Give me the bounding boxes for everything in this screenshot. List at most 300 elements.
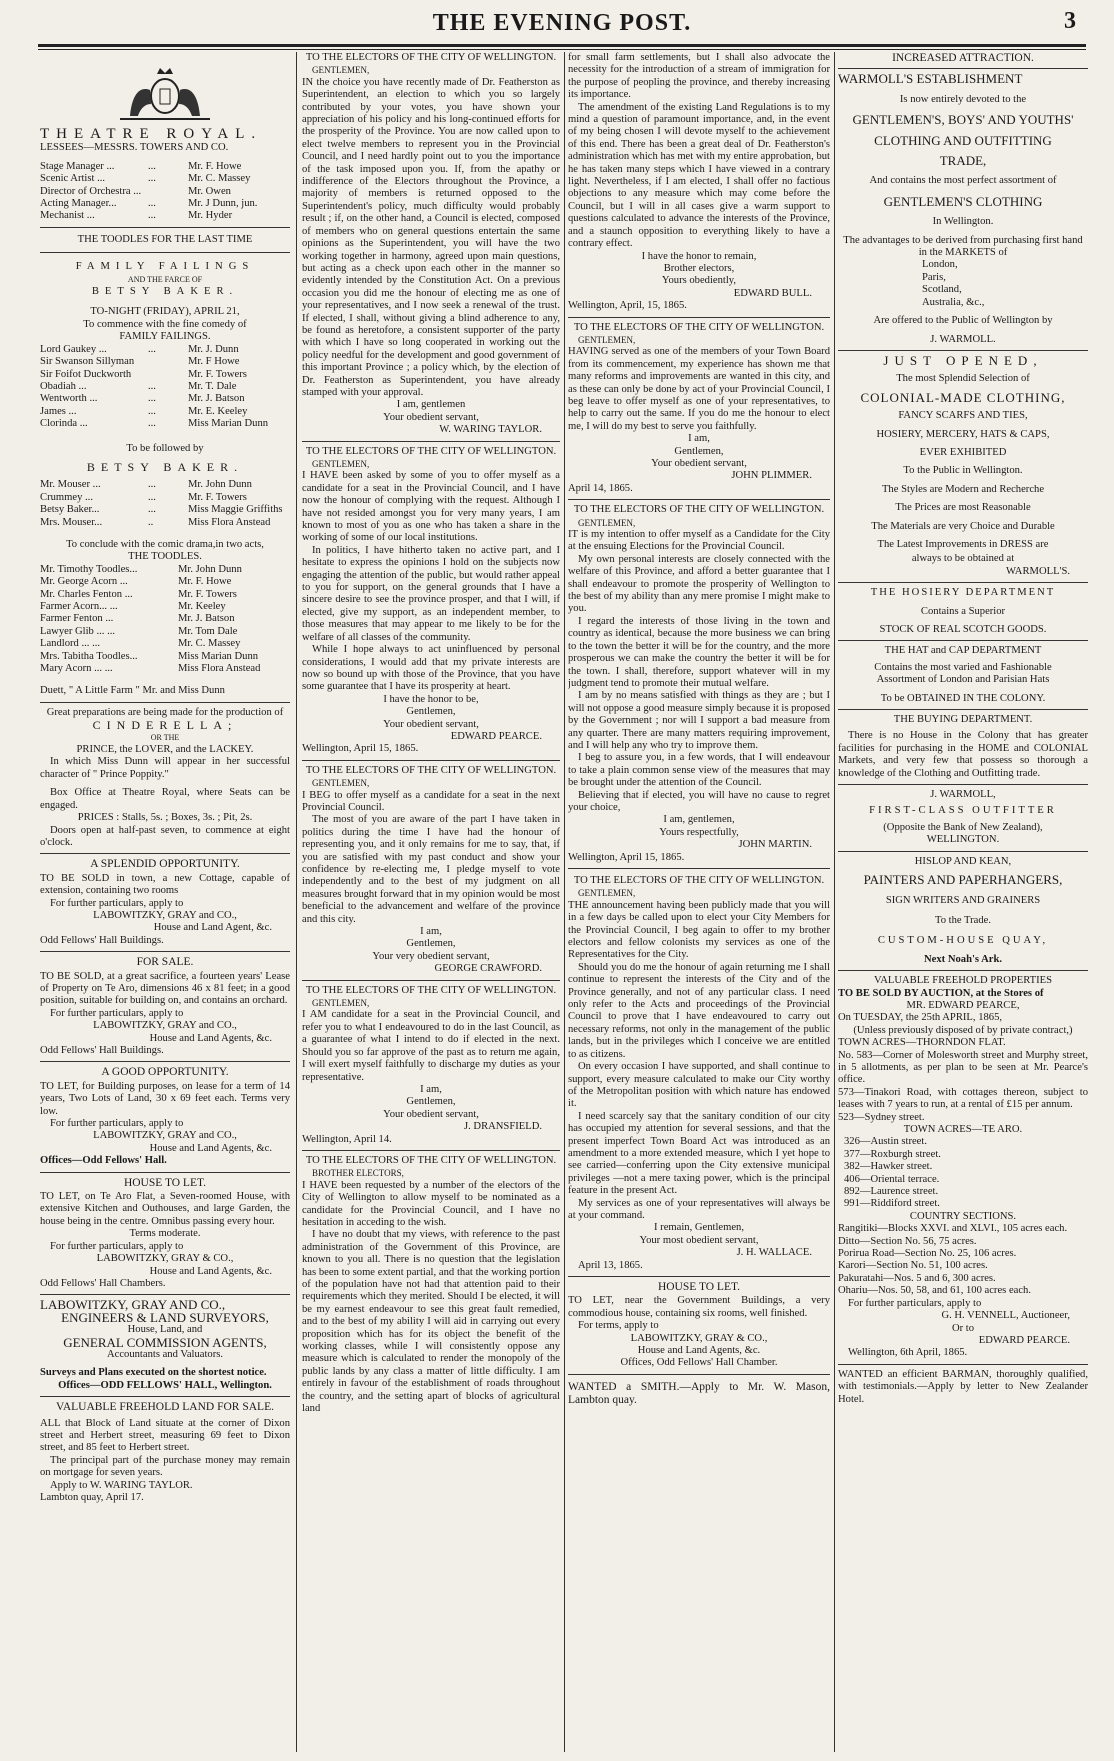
letter-signature: JOHN MARTIN. (738, 839, 812, 851)
warmoll-ad (838, 52, 1088, 346)
letter-body-3: While I hope always to act uninfluenced by personal considerations, I would add that my private interests are now so bound up with those of the Province, that you have some guarantee that I have its prosperity at heart. (302, 644, 560, 693)
letter-signature: JOHN PLIMMER. (731, 470, 812, 482)
betsy-baker-spaced: BETSY BAKER. (86, 459, 244, 474)
cast-name: Miss Maggie Griffiths (188, 504, 283, 516)
letter-martin (568, 504, 830, 864)
cast-role: Mary Acorn ... ... (40, 663, 113, 675)
doors-open: Doors open at half-past seven, to commence at eight o'clock. (40, 824, 290, 848)
letter-close: Your obedient servant, (383, 411, 479, 423)
masthead (40, 4, 1084, 40)
ad-agent-role: House and Land Agents, &c. (637, 1345, 761, 1357)
lot-item: 406—Oriental terrace. (844, 1173, 940, 1185)
cast-name: Mr. John Dunn (178, 563, 242, 575)
letter-close: Yours respectfully, (659, 826, 739, 838)
letter-close: I have the honor to remain, (641, 250, 757, 262)
cast-role: Sir Foifot Duckworth (40, 368, 132, 380)
lot-item: Pakuratahi—Nos. 5 and 6, 300 acres. (838, 1272, 996, 1284)
letter-close: I remain, Gentlemen, (653, 1222, 744, 1234)
staff-name: Mr. J Dunn, jun. (188, 198, 258, 210)
conclude-line: To conclude with the comic drama,in two acts, (66, 538, 264, 550)
leader-dots: ... (148, 491, 156, 503)
ad-date: Lambton quay, April 17. (40, 1492, 144, 1503)
ad-line: WELLINGTON. (926, 834, 1000, 846)
ad-line: HOSIERY, MERCERY, HATS & CAPS, (876, 428, 1050, 440)
ad-line: always to be obtained at (911, 553, 1015, 565)
letter-body-2: I have no doubt that my views, with reference to the past administration of the Government of this Province, are known to you all. There is no question that the legislation has been to some extent partial, and that the working portion of the population have not had that attention paid to their requirements which they merited. Should I be elected, it will be my earnest endeavour to see this great fault remedied, and to the best of my ability I will aid in carrying out every proposition which has for its object the benefit of the working classes, while I will consistently oppose any measure which is calculated to render the monopoly of the public lands by any class a matter of little difficulty. I am entirely in favour of the establishment of roads throughout the country, and the setting apart of blocks of agricultural land (302, 1229, 560, 1415)
cast-role: Landlord ... ... (40, 638, 101, 650)
betsy-baker-title: BETSY BAKER. (91, 286, 239, 298)
letter-crawford (302, 765, 560, 976)
hat-department-ad (838, 645, 1088, 705)
letter-salutation: GENTLEMEN, (312, 998, 370, 1009)
letter-salutation: GENTLEMEN, (578, 517, 636, 528)
letter-body-4: I am by no means satisfied with things as they are ; but I will not oppose a good measure simply because it is proposed by the Government ; nor will I support a bad measure from any quarter. There are many matters requiring improvement, and I will help any who try to improve them. (568, 690, 830, 751)
ad-agent: LABOWITZKY, GRAY & CO., (96, 1253, 234, 1265)
cast-name: Mr. J. Batson (188, 393, 245, 405)
letter-close: Gentlemen, (406, 1096, 456, 1108)
prince-lover-lackey: PRINCE, the LOVER, and the LACKEY. (76, 744, 254, 756)
staff-name: Mr. Hyder (188, 210, 233, 222)
ad-title: FIRST-CLASS OUTFITTER (869, 805, 1057, 817)
wanted-smith-ad (568, 1381, 830, 1407)
tonight-date: TO-NIGHT (FRIDAY), APRIL 21, (90, 306, 240, 318)
ad-line: COLONIAL-MADE CLOTHING, (860, 389, 1066, 405)
cast-role: James ... (40, 405, 77, 417)
staff-name: Mr. Owen (188, 185, 231, 197)
letter-body-2: In politics, I have hitherto taken no active part, and I hesitate to express the opinions I hold on the subjects now engaging the attention of the public, but would rather appeal to you for support, on the general grounds that I have a sincere desire to see the province prosper, and that I will, if elected, give my support, as an independent member, to those measures that may appear to me likely to be for the welfare of all classes of the community. (302, 544, 560, 643)
letter-signature: GEORGE CRAWFORD. (434, 963, 542, 975)
freehold-land-ad (40, 1401, 290, 1504)
letter-date: April 14, 1865. (568, 482, 633, 494)
letter-body-4: I need scarcely say that the sanitary condition of our city has occupied my attention for several sessions, and that the present imperfect Town Board Act was introduced as an amendment to a more extended measure, which I yet hope to see carried—conferring upon the City extensive municipal privileges —not a mere taxing power, which is the principal feature in the present Act. (568, 1110, 830, 1197)
cast-role: Mrs. Tabitha Toodles... (40, 650, 138, 662)
toodles-caps: THE TOODLES. (128, 551, 202, 563)
ad-line: Assortment of London and Parisian Hats (876, 674, 1050, 686)
ad-line: The most Splendid Selection of (896, 373, 1030, 385)
cast-name: Mr. Keeley (178, 601, 226, 612)
cast-name: Miss Marian Dunn (188, 418, 269, 430)
ad-line: GENTLEMEN'S CLOTHING (883, 193, 1043, 209)
cast-role: Farmer Fenton ... (40, 613, 114, 625)
ad-heading: LABOWITZKY, GRAY AND CO., (40, 1297, 226, 1313)
ad-heading: VALUABLE FREEHOLD LAND FOR SALE. (56, 1401, 274, 1414)
market-item: Paris, (922, 271, 946, 283)
letter-close: I am, gentlemen (396, 399, 466, 411)
ad-line: On TUESDAY, the 25th APRIL, 1865, (838, 1012, 1003, 1024)
cast-name: Mr. John Dunn (188, 479, 252, 491)
letter-body: HAVING served as one of the members of your Town Board from its commencement, my experience has shown me that many reforms and improvements are wanted in this city, and as these can only be done by act of your Provincial Council, I beg leave to offer myself as one of your representatives, to help to carry out the same. If you do me the honour to elect me, I will do my best to serve you faithfully. (568, 346, 830, 432)
ad-line: In Wellington. (932, 216, 994, 228)
cast-name: Mr. E. Keeley (188, 405, 248, 417)
ad-line: CUSTOM-HOUSE QUAY, (877, 935, 1049, 947)
letter-heading: TO THE ELECTORS OF THE CITY OF WELLINGTON. (305, 984, 557, 996)
cast-name: Mr. F. Towers (188, 491, 247, 503)
cast-role: Farmer Acorn... ... (40, 601, 118, 612)
letter-signature: EDWARD PEARCE. (450, 730, 542, 742)
ad-line: The Prices are most Reasonable (895, 502, 1031, 514)
ad-line: STOCK OF REAL SCOTCH GOODS. (879, 624, 1047, 635)
cast-name: Miss Marian Dunn (178, 650, 259, 662)
ad-line: ENGINEERS & LAND SURVEYORS, (61, 1309, 269, 1325)
letter-close: I am, (420, 926, 442, 938)
lot-item: 523—Sydney street. (838, 1111, 925, 1123)
leader-dots: ... (148, 160, 156, 172)
ad-line: (Unless previously disposed of by private contract,) (853, 1024, 1073, 1036)
ad-line: Next Noah's Ark. (924, 953, 1002, 965)
ad-line: TRADE, (939, 153, 987, 169)
wanted-barman-ad (838, 1369, 1088, 1406)
ad-line: To the Public in Wellington. (903, 465, 1023, 477)
staff-name: Mr. F. Howe (188, 160, 242, 172)
ad-heading: FOR SALE. (136, 956, 194, 969)
letter-signature: EDWARD BULL. (733, 287, 812, 299)
cast-name: Mr. F. Towers (178, 588, 237, 600)
town-acres-thorndon: TOWN ACRES—THORNDON FLAT. (838, 1037, 1006, 1049)
lot-item: No. 583—Corner of Molesworth street and Murphy street, in 5 allotments, as per plan to be seen at Mr. Pearce's office. (838, 1049, 1088, 1086)
warmoll-establishment: WARMOLL'S ESTABLISHMENT (838, 71, 1023, 87)
ad-body-2: The principal part of the purchase money may remain on mortgage for seven years. (40, 1454, 290, 1479)
staff-role: Mechanist ... (40, 210, 95, 222)
country-sections: COUNTRY SECTIONS. (909, 1210, 1017, 1222)
lot-item: 991—Riddiford street. (844, 1198, 940, 1210)
staff-list (40, 161, 290, 223)
ad-line: J. WARMOLL. (930, 333, 996, 345)
letter-close: Gentlemen, (674, 445, 724, 457)
letter-body-2: The amendment of the existing Land Regulations is to my mind a question of paramount importance, and, in the event of my being chosen I will devote myself to the achievement of this end. There has been a great deal of Dr. Featherston's administration which has met with my entire approbation, but he has taken many steps which I have viewed in a contrary light. Nevertheless, if I am elected, I shall offer no factious objections to any measure which may come before the Council, but I will in all cases give a warm support to questions calculated to advance the interests of the Province, and a staunch opposition to everything likely to have a contrary effect. (568, 101, 830, 250)
ad-body: TO LET, on Te Aro Flat, a Seven-roomed House, with extensive Kitchen and Outhouses, and large Garden, the house being in the centre. Omnibus passing every hour. (40, 1191, 290, 1227)
house-to-let-ad-2 (568, 1281, 830, 1370)
duett-line: Duett, " A Little Farm " Mr. and Miss Dunn (40, 685, 225, 697)
or-the: OR THE (150, 732, 180, 742)
great-preparations: Great preparations are being made for the production of (46, 706, 284, 718)
ad-line: GENERAL COMMISSION AGENTS, (63, 1334, 267, 1350)
leader-dots: ... (148, 210, 156, 222)
letter-body: IN the choice you have recently made of Dr. Featherston as Superintendent, an election to which you so largely contributed by your votes, you have shown your appreciation of his policy and his long-continued efforts for the prosperity of the Province. You are now called upon to elect twelve members to represent you in the Provincial Council, and I need hardly point out to you the importance of the task imposed upon you. If, from the apathy or indifference of the Electors throughout the Province, a majority of members is returned opposed to the Superintendent's policy, much difficulty would probably result ; if, on the other hand, a Council is elected, composed of members who on general questions entertain the same opinions as the Superintendent, you will have the two working together in harmony, agreed upon main questions, but acting as a check upon each other in the manner so evidently intended by the Constitution Act. On a previous occasion you did me the honour of electing me as one of your representatives, and I now seek a renewal of the trust. If elected, I shall, without giving a blind adherence to any, be found as heretofore, a consistent supporter of the party with which I have so long cooperated in working out the policy needful for the development and good government of this important Province ; a policy which, by the election of Dr. Featherston as Superintendent, you have already stamped with your approval. (302, 76, 560, 398)
letter-close: Your obedient servant, (651, 458, 747, 469)
ad-heading: VALUABLE FREEHOLD PROPERTIES (873, 975, 1053, 987)
ad-body: There is no House in the Colony that has greater facilities for purchasing in the HOME and COLONIAL Markets, and very few that possess so thorough a knowledge of the Clothing and Outfitting trade. (838, 730, 1088, 779)
ad-line: House, Land, and (127, 1324, 203, 1336)
letter-salutation: GENTLEMEN, (312, 778, 370, 789)
letter-salutation: GENTLEMEN, (578, 334, 636, 345)
letter-body: THE announcement having been publicly made that you will in a few days be called upon to elect your City Members for the Provincial Council, I beg again to offer to my brother electors and fellow colonists my services as one of the Representatives for the City. (568, 899, 830, 961)
letter-close: Yours obediently, (661, 275, 737, 287)
ad-address: Odd Fellows' Hall Buildings. (40, 934, 164, 946)
cast-name: Mr. F Howe (188, 356, 240, 368)
letter-date: Wellington, April 15, 1865. (568, 851, 685, 863)
for-sale-ad (40, 956, 290, 1057)
cast-name: Mr. Tom Dale (178, 625, 238, 637)
ad-terms: Terms moderate. (129, 1228, 201, 1240)
ad-agent: LABOWITZKY, GRAY & CO., (630, 1332, 768, 1344)
letter-close: Your very obedient servant, (372, 950, 490, 962)
ad-line: And contains the most perfect assortment of (869, 175, 1057, 187)
staff-role: Acting Manager... (40, 198, 117, 210)
leader-dots: .. (148, 516, 154, 528)
town-acres-te-aro: TOWN ACRES—TE ARO. (903, 1124, 1023, 1135)
leader-dots: ... (148, 380, 156, 392)
masthead-rule-thin (38, 49, 1086, 50)
ad-line: The advantages to be derived from purchasing first hand in the MARKETS of (843, 234, 1083, 259)
newspaper-title: THE EVENING POST. (432, 10, 692, 36)
letter-signature: J. H. WALLACE. (736, 1247, 812, 1259)
ad-line: MR. EDWARD PEARCE, (906, 999, 1020, 1011)
letter-heading: TO THE ELECTORS OF THE CITY OF WELLINGTON. (305, 445, 557, 457)
cast-name: Mr. F. Towers (188, 368, 247, 380)
ad-line: The Latest Improvements in DRESS are (877, 538, 1049, 550)
letter-body: I BEG to offer myself as a candidate for a seat in the next Provincial Council. (302, 789, 560, 813)
leader-dots: ... (148, 418, 156, 430)
ad-line: The Styles are Modern and Recherche (881, 483, 1045, 495)
lot-item: Ditto—Section No. 56, 75 acres. (838, 1235, 977, 1247)
letter-pearce (302, 446, 560, 756)
letter-close: Gentlemen, (406, 706, 456, 718)
ad-further: For further particulars, apply to (848, 1297, 982, 1309)
prices: PRICES : Stalls, 5s. ; Boxes, 3s. ; Pit, 2s. (77, 812, 253, 824)
te-aro-list (838, 1136, 1088, 1210)
letter-salutation: GENTLEMEN, (578, 888, 636, 899)
masthead-rule (38, 44, 1086, 47)
good-opportunity-ad (40, 1066, 290, 1167)
letter-body-5: I beg to assure you, in a few words, that I will endeavour to take a plain common sense view of the measures that may be brought under the attention of the Council. (568, 752, 830, 789)
ad-apply: Apply to W. WARING TAYLOR. (50, 1479, 193, 1491)
ad-line: FANCY SCARFS AND TIES, (898, 410, 1028, 422)
letter-close: I am, (420, 1083, 442, 1095)
ad-line: TO BE SOLD BY AUCTION, at the Stores of (838, 987, 1044, 999)
letter-salutation: BROTHER ELECTORS, (312, 1168, 404, 1179)
ad-agent: LABOWITZKY, GRAY and CO., (93, 909, 237, 921)
letter-heading: TO THE ELECTORS OF THE CITY OF WELLINGTON. (305, 764, 557, 776)
letter-body-2: The most of you are aware of the part I have taken in politics during the time I have had the honour of representing you, and it only remains for me to say, that, if you are satisfied with my past conduct and show your confidence by re-electing me, I pledge myself to vote independently and to the best of my judgment on all measures brought forward that in my opinion would be most beneficial to the advancement and welfare of the province and this city. (302, 814, 560, 925)
ad-line: SIGN WRITERS AND GRAINERS (885, 894, 1041, 906)
ad-body: TO BE SOLD, at a great sacrifice, a fourteen years' Lease of Property on Te Aro, dimensions 46 x 81 feet; in a good position, suitable for building on, and contains an orchard. (40, 970, 290, 1007)
leader-dots: ... (148, 405, 156, 417)
lot-item: 326—Austin street. (844, 1136, 927, 1148)
cast-role: Mr. Timothy Toodles... (40, 563, 138, 575)
letter-body-6: Believing that if elected, you will have no cause to regret your choice, (568, 789, 830, 813)
lot-item: 892—Laurence street. (844, 1186, 939, 1198)
cast-role: Mr. George Acorn ... (40, 576, 128, 588)
family-failings-caps: FAMILY FAILINGS. (119, 331, 211, 343)
letter-body: IT is my intention to offer myself as a Candidate for the City at the ensuing Elections for the Provincial Council. (568, 529, 830, 553)
staff-name: Mr. C. Massey (188, 173, 251, 185)
ad-line: EVER EXHIBITED (919, 446, 1007, 458)
letter-date: Wellington, April 14. (302, 1133, 392, 1145)
letter-dransfield (302, 985, 560, 1146)
letter-body-3: On every occasion I have supported, and shall continue to support, every measure calculated to make our City worthy of the Metropolitan position with which nature has endowed it. (568, 1061, 830, 1110)
lot-item: Porirua Road—Section No. 25, 106 acres. (838, 1248, 1017, 1260)
cast-role: Mr. Mouser ... (40, 479, 101, 491)
ad-line: To be OBTAINED IN THE COLONY. (880, 692, 1046, 704)
leader-dots: ... (148, 173, 156, 185)
ad-agent: LABOWITZKY, GRAY and CO., (93, 1020, 237, 1032)
and-the-farce: AND THE FARCE OF (127, 274, 203, 284)
ad-body: TO LET, near the Government Buildings, a very commodious house, containing six rooms, well finished. (568, 1295, 830, 1319)
ad-address: Offices—Odd Fellows' Hall. (40, 1155, 167, 1167)
ad-heading: JUST OPENED, (883, 352, 1043, 368)
hosiery-department-ad (838, 587, 1088, 636)
leader-dots: ... (148, 343, 156, 355)
ad-heading: THE HOSIERY DEPARTMENT (870, 587, 1056, 599)
lot-item: 382—Hawker street. (844, 1161, 933, 1173)
royal-crest-icon (110, 64, 220, 122)
markets-list (838, 259, 1088, 309)
ad-line: GENTLEMEN'S, BOYS' AND YOUTHS' (852, 112, 1074, 128)
cinderella-title: CINDERELLA; (92, 718, 238, 733)
letter-body: I AM candidate for a seat in the Provincial Council, and refer you to what I endeavoured to do in the last Council, as a guarantee of what I intend to do if elected in the next. Should you so far approve of the past as to return me again, I will exert myself faithfully to discharge my duties as your representative. (302, 1009, 560, 1083)
leader-dots: ... (148, 504, 156, 516)
letter-close: Gentlemen, (406, 938, 456, 950)
ad-body: TO LET, for Building purposes, on lease for a term of 14 years, Two Lots of Land, 30 x 69 feet each. Terms very low. (40, 1080, 290, 1117)
letter-date: Wellington, April, 15, 1865. (568, 300, 687, 312)
ad-address: Offices, Odd Fellows' Hall Chamber. (620, 1357, 778, 1369)
market-item: London, (922, 259, 958, 271)
toodles-cast (40, 564, 290, 676)
cast-name: Miss Flora Anstead (188, 516, 271, 528)
toodles-last-time: THE TOODLES FOR THE LAST TIME (77, 233, 253, 245)
ad-line: To the Trade. (934, 914, 992, 926)
letter-body-5: My services as one of your representatives will always be at your command. (568, 1197, 830, 1221)
ad-line: Or to (951, 1322, 975, 1334)
leader-dots: ... (148, 479, 156, 491)
ad-further: For further particulars, apply to (50, 1240, 184, 1252)
lot-item: Karori—Section No. 51, 100 acres. (838, 1260, 988, 1272)
cast-role: Crummey ... (40, 491, 93, 503)
staff-role: Scenic Artist ... (40, 173, 106, 185)
betsy-baker-cast (40, 479, 290, 529)
column-divider (564, 52, 565, 1752)
letter-body: for small farm settlements, but I shall also advocate the necessity for the introduction of a stream of immigration for the purpose of peopling the province, and thereby increasing its importance. (568, 52, 830, 101)
cast-name: Mr. C. Massey (178, 638, 241, 650)
surveyors-ad (40, 1299, 290, 1392)
letter-salutation: GENTLEMEN, (312, 65, 370, 76)
ad-line: CLOTHING AND OUTFITTING (874, 132, 1052, 148)
letter-close: Your obedient servant, (383, 718, 479, 730)
ad-line: The Materials are very Choice and Durable (871, 520, 1055, 532)
buying-department-ad (838, 714, 1088, 847)
letter-heading: TO THE ELECTORS OF THE CITY OF WELLINGTON. (573, 875, 825, 886)
ad-body: ALL that Block of Land situate at the corner of Dixon street and Herbert street, measuring 69 feet to Dixon street, and 85 feet to Herbert street. (40, 1417, 290, 1454)
letter-date: April 13, 1865. (578, 1259, 643, 1271)
letter-date: Wellington, April 15, 1865. (302, 743, 419, 755)
miss-dunn-note: In which Miss Dunn will appear in her successful character of " Prince Poppity." (40, 756, 290, 780)
ad-line: PAINTERS AND PAPERHANGERS, (863, 872, 1063, 888)
letter-heading: TO THE ELECTORS OF THE CITY OF WELLINGTON. (573, 504, 825, 516)
letter-salutation: GENTLEMEN, (312, 459, 370, 469)
auction-ad (838, 975, 1088, 1360)
market-item: Australia, &c., (922, 296, 985, 308)
cast-role: Betsy Baker... (40, 504, 100, 516)
leader-dots: ... (148, 198, 156, 210)
just-opened-ad (838, 352, 1088, 578)
letter-taylor (302, 52, 560, 437)
letter-bull (302, 1155, 560, 1416)
splendid-opportunity-ad (40, 858, 290, 947)
ad-heading: A GOOD OPPORTUNITY. (101, 1066, 229, 1079)
letter-signature: W. WARING TAYLOR. (439, 424, 542, 436)
ad-heading: THE HAT and CAP DEPARTMENT (884, 645, 1042, 657)
cast-role: Clorinda ... (40, 418, 88, 430)
letter-close: I am, (688, 433, 710, 445)
letter-heading: TO THE ELECTORS OF THE CITY OF WELLINGTON. (305, 1154, 557, 1166)
letter-body-2: Should you do me the honour of again returning me I shall continue to represent the interests of the City and of the Province generally, and not of any particular class. I need only refer to the Acts and proceedings of the Provincial Council to prove that I have endeavoured to carry out necessary reforms, not only in the management of the public lands, but in the privileges which I conceive we are entitled to as citizens. (568, 961, 830, 1060)
staff-role: Director of Orchestra ... (40, 185, 142, 197)
ad-agent-role: House and Land Agents, &c. (149, 1142, 272, 1154)
ad-line: Is now entirely devoted to the (899, 93, 1027, 105)
cast-name: Mr. J. Batson (178, 613, 235, 625)
ad-agent-role: House and Land Agents, &c. (149, 1032, 272, 1044)
ad-heading: A SPLENDID OPPORTUNITY. (90, 858, 240, 871)
ad-line: (Opposite the Bank of New Zealand), (883, 821, 1043, 833)
ad-line: Accountants and Valuators. (106, 1348, 223, 1360)
ad-body: TO BE SOLD in town, a new Cottage, capable of extension, containing two rooms (40, 872, 290, 897)
leader-dots: ... (148, 393, 156, 405)
cast-name: Mr. T. Dale (188, 380, 237, 392)
ad-body: WANTED an efficient BARMAN, thoroughly qualified, with testimonials.—Apply by letter to New Zealander Hotel. (838, 1368, 1088, 1405)
ad-address: Odd Fellows' Hall Chambers. (40, 1277, 166, 1289)
ad-line: WARMOLL'S. (1005, 565, 1070, 577)
cast-role: Mr. Charles Fenton ... (40, 588, 133, 600)
family-failings-cast (40, 344, 290, 431)
auctioneer: G. H. VENNELL, Auctioneer, (941, 1310, 1070, 1322)
staff-role: Stage Manager ... (40, 160, 115, 172)
cast-name: Mr. F. Howe (178, 576, 232, 588)
ad-heading: INCREASED ATTRACTION. (892, 52, 1034, 64)
letter-close: Brother electors, (663, 262, 735, 274)
ad-address: Offices—ODD FELLOWS' HALL, Wellington. (58, 1379, 272, 1391)
ad-body: WANTED a SMITH.—Apply to Mr. W. Mason, Lambton quay. (568, 1380, 830, 1406)
ad-agent: LABOWITZKY, GRAY and CO., (93, 1130, 237, 1142)
ad-agent-role: House and Land Agents, &c. (149, 1265, 272, 1277)
ad-agent-role: House and Land Agent, &c. (153, 922, 272, 934)
ad-line: Contains a Superior (920, 605, 1006, 617)
cast-role: Wentworth ... (40, 393, 98, 405)
column-4 (838, 52, 1088, 1752)
ad-heading: HOUSE TO LET. (123, 1176, 207, 1189)
ad-heading: HOUSE TO LET. (657, 1281, 741, 1293)
lot-item: Rangitiki—Blocks XXVI. and XLVI., 105 acres each. (838, 1223, 1068, 1235)
ad-line: EDWARD PEARCE. (978, 1334, 1070, 1346)
cast-role: Sir Swanson Sillyman (40, 356, 135, 368)
letter-plimmer (568, 322, 830, 496)
letter-close: Your obedient servant, (383, 1108, 479, 1120)
theatre-heading: THEATRE ROYAL. (40, 126, 263, 142)
ad-date: Wellington, 6th April, 1865. (848, 1347, 968, 1359)
ad-name: J. WARMOLL, (930, 789, 996, 801)
letter-heading: TO THE ELECTORS OF THE CITY OF WELLINGTON. (305, 52, 557, 63)
letter-body: I HAVE been asked by some of you to offer myself as a candidate for a seat in the Provincial Council, and I have now the honour of complying with the request. Although I have not resided amongst you for very many years, I am known to most of you as one who has taken a share in the working of some of our local institutions. (302, 470, 560, 544)
column-1 (40, 52, 290, 1752)
column-3 (568, 52, 830, 1752)
ad-address: Odd Fellows' Hall Buildings. (40, 1045, 164, 1056)
letter-wallace (568, 875, 830, 1272)
ad-line: Are offered to the Public of Wellington by (873, 315, 1053, 327)
cast-name: Mr. J. Dunn (188, 343, 239, 355)
hislop-kean-ad (838, 856, 1088, 966)
letter-body-2: My own personal interests are closely connected with the welfare of this Province, and afford a better guarantee that I shall endeavour to promote the prosperity of Wellington to the best of my ability than any mere promise I might make to you. (568, 553, 830, 615)
theatre-royal-ad (40, 128, 290, 849)
ad-further: For further particulars, apply to (50, 1007, 184, 1019)
cast-name: Miss Flora Anstead (178, 663, 261, 675)
column-divider (834, 52, 835, 1752)
letter-body-3: I regard the interests of those living in the town and country as identical, because the more business we can bring to the town the better it will be for the country, and the more prosperous we can make the country the better it will be for the town. I shall, therefore, support whatever will in my judgment tend to promote their mutual welfare. (568, 615, 830, 689)
letter-close: I have the honor to be, (383, 693, 479, 705)
letter-close: Your most obedient servant, (639, 1234, 759, 1246)
page-number: 3 (1064, 8, 1076, 34)
letter-body: I HAVE been requested by a number of the electors of the City of Wellington to allow myself to be nominated as a candidate for the Provincial Council, and I have no hesitation in acceding to the wish. (302, 1179, 560, 1228)
cast-role: Mrs. Mouser... (40, 516, 103, 528)
commence-line: To commence with the fine comedy of (83, 318, 247, 330)
